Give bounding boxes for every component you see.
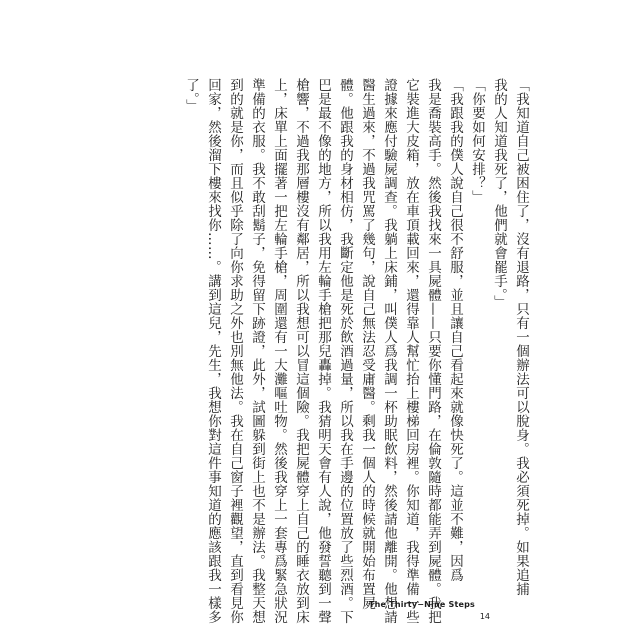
text-line-16: 了。」: [183, 78, 199, 114]
running-footer-title: The Thirty−Nine Steps: [369, 600, 475, 609]
text-line-1: 「我知道自己被困住了，沒有退路，只有一個辦法可以脫身。我必須死掉。如果追捕: [513, 78, 529, 596]
text-line-7: 證據來應付驗屍調查。我躺上床鋪，叫僕人爲我調一杯助眠飲料，然後請他離開。他想請: [381, 78, 397, 624]
text-line-8: 醫生過來，不過我咒罵了幾句，說自己無法忍受庸醫。剩我一個人的時候就開始布置屍: [359, 78, 375, 610]
text-line-6: 它裝進大皮箱，放在車頂載回來，還得靠人幫忙抬上樓梯回房裡。你知道，我得準備一些: [403, 78, 419, 624]
text-line-9: 體。他跟我的身材相仿，我斷定他是死於飲酒過量，所以我在手邊的位置放了些烈酒。下: [337, 78, 353, 624]
text-line-4: 「我跟我的僕人說自己很不舒服，並且讓自己看起來就像快死了。這並不難，因爲: [447, 78, 463, 582]
text-line-5: 我是喬裝高手。然後我找來一具屍體——只要你懂門路，在倫敦隨時都能弄到屍體。我把: [425, 78, 441, 624]
text-line-11: 槍響，不過我那層樓沒有鄰居，所以我想可以冒這個險。我把屍體穿上自己的睡衣放到床: [293, 78, 309, 624]
text-line-3: 「你要如何安排？」: [469, 78, 485, 204]
text-line-12: 上，床單上面擺著一把左輪手槍，周圍還有一大灘嘔吐物。然後我穿上一套專爲緊急狀況: [271, 78, 287, 624]
text-line-14: 到的就是你，而且似乎除了向你求助之外也別無他法。我在自己窗子裡觀望，直到看見你: [227, 78, 243, 624]
page-number: 14: [479, 612, 490, 621]
text-line-15: 回家，然後溜下樓來找你……。講到這兒，先生，我想你對這件事知道的應該跟我一樣多: [205, 78, 221, 624]
text-line-13: 準備的衣服。我不敢刮鬍子，免得留下跡證，此外，試圖躲到街上也不是辦法。我整天想: [249, 78, 265, 624]
text-line-2: 我的人知道我死了，他們就會罷手。」: [491, 78, 507, 310]
text-line-10: 巴是最不像的地方，所以我用左輪手槍把那兒轟掉。我猜明天會有人說，他發誓聽到一聲: [315, 78, 331, 624]
